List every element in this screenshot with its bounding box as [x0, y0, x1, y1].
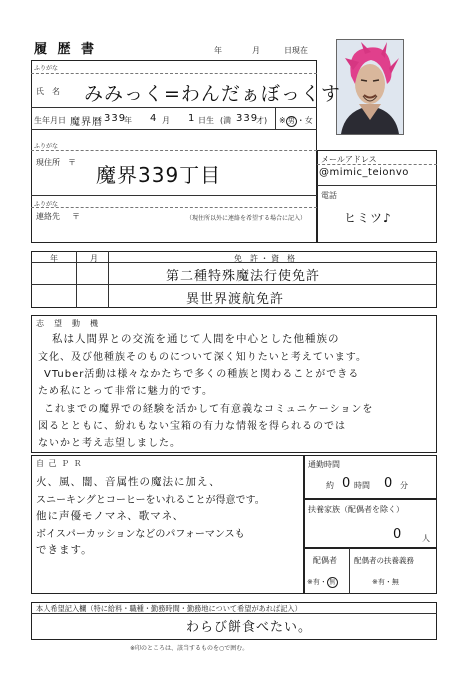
gender-field	[279, 115, 313, 127]
license-item-2: 異世界渡航免許	[186, 292, 285, 307]
spouse-yes: 有	[312, 578, 320, 586]
address-divider	[31, 195, 317, 196]
license-item-1: 第二種特殊魔法行使免許	[166, 269, 321, 284]
license-year-col	[76, 251, 77, 308]
date-year-label: 年	[214, 46, 222, 55]
license-month-label: 月	[90, 254, 98, 263]
email-value: @mimic_teionvo	[319, 167, 409, 178]
license-row-divider	[31, 284, 437, 285]
spouse-no-circled: 無	[327, 577, 338, 588]
birth-month-unit: 月	[162, 116, 170, 125]
gender-male-circled: 男	[287, 117, 295, 125]
birth-divider	[31, 129, 317, 130]
gender-divider	[275, 107, 276, 129]
spouse-support-sep: ・	[384, 578, 392, 586]
gender-sep: ・	[296, 116, 305, 125]
motivation-line-6: 図るとともに、紛れもない宝箱の有力な情報を得られるのでは	[38, 421, 346, 432]
birth-month: 4	[150, 113, 158, 124]
spouse-col-divider	[349, 548, 350, 594]
birth-year-unit: 年	[124, 116, 132, 125]
requests-value: わらび餅食べたい。	[186, 620, 313, 635]
motivation-line-2: 文化、及び他種族そのものについて深く知りたいと考えています。	[38, 352, 367, 363]
spouse-label: 配偶者	[313, 556, 337, 565]
motivation-line-1: 私は人間界との交流を通じて人間を中心とした他種族の	[52, 333, 340, 345]
contact-label: 連絡先	[36, 212, 60, 221]
spouse-support-label: 配偶者の扶養義務	[354, 556, 414, 565]
email-divider	[317, 164, 437, 165]
photo	[336, 39, 404, 135]
name-value: みみっく=わんだぁぼっくす	[84, 83, 341, 105]
name-furigana-label: ふりがな	[34, 65, 59, 72]
birth-day: 1	[188, 113, 196, 124]
birth-era: 魔界暦	[70, 117, 103, 128]
age-unit: 才)	[256, 116, 268, 125]
spouse-support-no: 無	[391, 578, 399, 586]
spouse-sep: ・	[319, 578, 327, 586]
commute-minutes-unit: 分	[400, 481, 408, 490]
motivation-line-5: これまでの魔界での経験を活かして有意義なコミュニケーションを	[44, 404, 374, 415]
gender-mark: ※	[279, 116, 286, 125]
dependents-value: 0	[393, 527, 403, 542]
gender-female: 女	[304, 116, 313, 125]
birth-year: 339	[104, 113, 127, 124]
birth-label: 生年月日	[34, 116, 66, 125]
self-pr-label: 自 己 Ｐ Ｒ	[36, 459, 83, 468]
address-postal-mark: 〒	[68, 158, 76, 167]
age-value: 339	[236, 113, 259, 124]
spouse-support-mark: ※	[372, 578, 378, 586]
phone-value: ヒミツ♪	[344, 211, 392, 225]
dependents-label: 扶養家族（配偶者を除く）	[308, 505, 404, 514]
email-label: メールアドレス	[321, 155, 377, 164]
self-pr-line-2: スニーキングとコーヒーをいれることが得意です。	[36, 495, 265, 506]
name-label: 氏 名	[36, 87, 60, 96]
portrait-image	[337, 40, 403, 134]
requests-divider	[31, 613, 437, 614]
date-month-label: 月	[252, 46, 260, 55]
address-furigana-label: ふりがな	[34, 143, 59, 150]
contact-furigana-label: ふりがな	[34, 201, 59, 208]
motivation-line-4: ため私にとって非常に魅力的です。	[38, 386, 213, 397]
age-prefix: (満	[220, 116, 232, 125]
self-pr-line-3: 他に声優モノマネ、歌マネ、	[36, 510, 185, 522]
commute-hours-unit: 時間	[354, 481, 370, 490]
email-bottom-divider	[317, 185, 437, 186]
resume-title: 履 歴 書	[34, 42, 98, 57]
spouse-support-field	[372, 577, 399, 587]
commute-approx: 約	[326, 481, 334, 490]
spouse-mark: ※	[307, 578, 313, 586]
footer-note: ※印のところは、該当するものを○で囲む。	[130, 645, 249, 652]
phone-label: 電話	[321, 191, 337, 200]
motivation-label: 志 望 動 機	[36, 319, 99, 328]
self-pr-line-5: できます。	[36, 544, 93, 556]
contact-note: （現住所以外に連絡を希望する場合に記入）	[186, 215, 307, 222]
self-pr-line-1: 火、風、闇、音属性の魔法に加え、	[36, 476, 221, 488]
license-header-label: 免 許 ・ 資 格	[234, 254, 296, 263]
address-value: 魔界339丁目	[96, 163, 222, 187]
contact-postal-mark: 〒	[72, 212, 80, 221]
contact-furigana-divider	[31, 207, 317, 208]
commute-hours-value: 0	[342, 476, 352, 491]
address-furigana-divider	[31, 150, 317, 151]
birth-day-unit: 日生	[198, 116, 214, 125]
furigana-divider	[31, 73, 317, 74]
spouse-field	[307, 577, 338, 588]
commute-minutes-value: 0	[384, 476, 394, 491]
dependents-unit: 人	[422, 534, 430, 543]
motivation-line-7: ないかと考え志望しました。	[38, 438, 181, 449]
commute-label: 通勤時間	[308, 460, 340, 469]
address-label: 現住所	[36, 158, 60, 167]
license-month-col	[108, 251, 109, 308]
requests-label: 本人希望記入欄（特に給料・職種・勤務時間・勤務地について希望があれば記入）	[36, 604, 302, 613]
date-day-label: 日現在	[284, 46, 308, 55]
spouse-support-yes: 有	[377, 578, 385, 586]
motivation-line-3: VTuber活動は様々なかたちで多くの種族と関わることができる	[44, 369, 360, 380]
license-year-label: 年	[50, 254, 58, 263]
self-pr-line-4: ボイスパーカッションなどのパフォーマンスも	[36, 529, 245, 540]
